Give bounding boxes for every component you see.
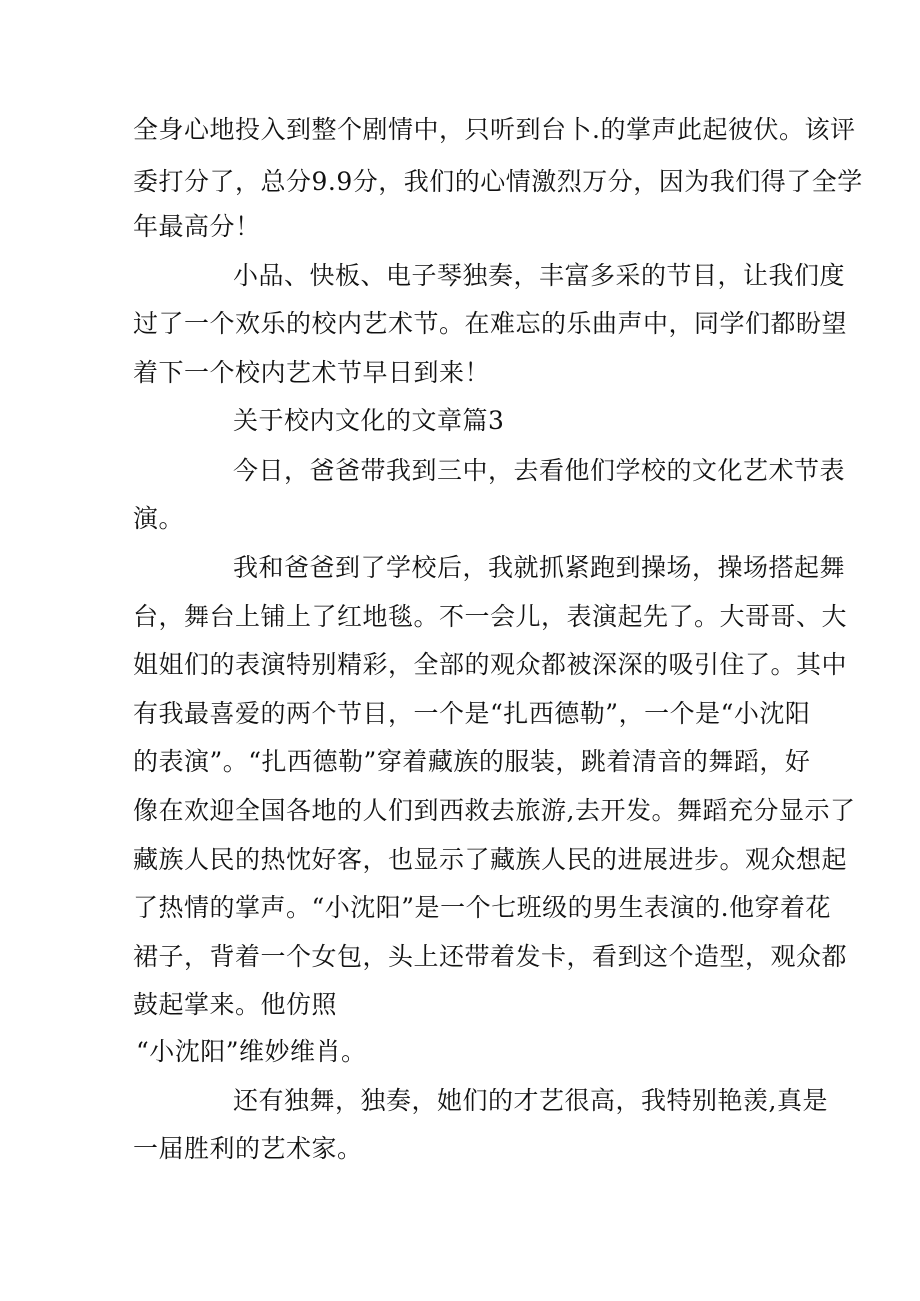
text-line: 鼓起掌来。他仿照 <box>133 990 338 1019</box>
text-line: 年最高分！ <box>133 212 261 241</box>
text-line: 像在欢迎全国各地的人们到西救去旅游,去开发。舞蹈充分显示了 <box>133 796 856 825</box>
section-heading: 关于校内文化的文章篇3 <box>233 406 505 435</box>
text-line: 全身心地投入到整个剧情中，只听到台卜.的掌声此起彼伏。该评 <box>133 115 856 144</box>
text-line: 裙子，背着一个女包，头上还带着发卡，看到这个造型，观众都 <box>133 942 848 971</box>
text-line: 藏族人民的热忱好客，也显示了藏族人民的进展进步。观众想起 <box>133 845 848 874</box>
text-line: 小品、快板、电子琴独奏，丰富多采的节目，让我们度 <box>233 261 846 290</box>
text-line: 演。 <box>133 504 185 533</box>
text-line: 着下一个校内艺术节早日到来！ <box>133 358 491 387</box>
text-line: 今日，爸爸带我到三中，去看他们学校的文化艺术节表 <box>233 456 846 485</box>
text-line: 委打分了，总分9.9分，我们的心情激烈万分，因为我们得了全学 <box>133 167 863 196</box>
text-line: 台，舞台上铺上了红地毯。不一会儿，表演起先了。大哥哥、大 <box>133 602 848 631</box>
text-line: 过了一个欢乐的校内艺术节。在难忘的乐曲声中，同学们都盼望 <box>133 309 848 338</box>
text-line: 姐姐们的表演特别精彩，全部的观众都被深深的吸引住了。其中 <box>133 650 848 679</box>
text-line: 一届胜利的艺术家。 <box>133 1134 363 1163</box>
text-line: 了热情的掌声。“小沈阳”是一个七班级的男生表演的.他穿着花 <box>133 893 832 922</box>
text-line: 还有独舞，独奏，她们的才艺很高，我特别艳羡,真是 <box>233 1086 828 1115</box>
text-line: 我和爸爸到了学校后，我就抓紧跑到操场，操场搭起舞 <box>233 553 846 582</box>
text-line: 的表演”。“扎西德勒”穿着藏族的服装，跳着清音的舞蹈，好 <box>133 747 811 776</box>
text-line: 有我最喜爱的两个节目，一个是“扎西德勒”，一个是“小沈阳 <box>133 699 811 728</box>
text-line: “小沈阳”维妙维肖。 <box>136 1037 367 1066</box>
